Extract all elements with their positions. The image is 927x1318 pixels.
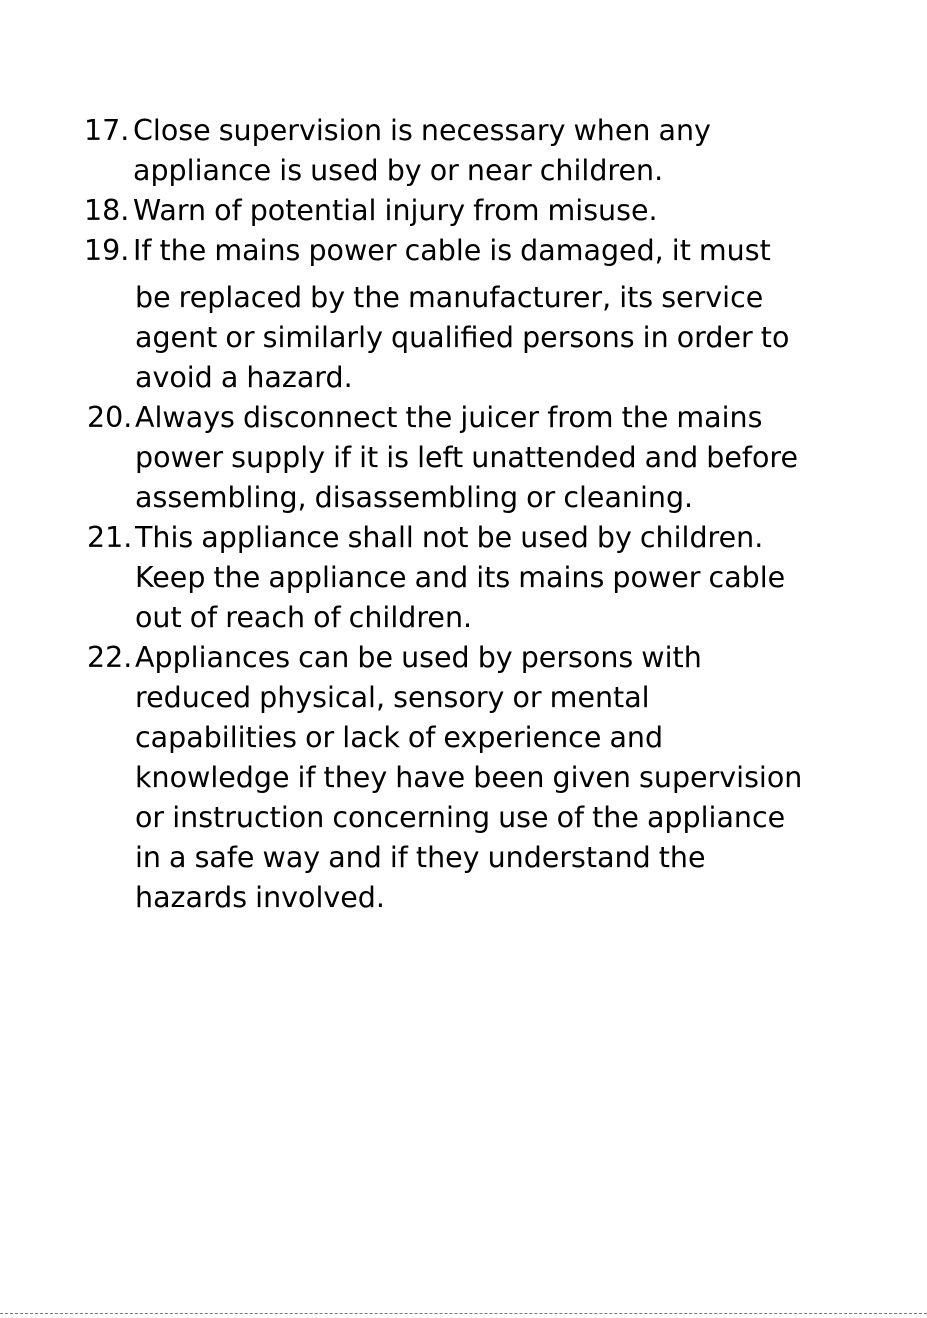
item-text-line: capabilities or lack of experience and: [135, 721, 664, 754]
item-text-line: If the mains power cable is damaged, it must: [133, 234, 771, 267]
item-number: 22.: [87, 641, 133, 674]
item-text-line: Always disconnect the juicer from the mains: [135, 401, 763, 434]
item-text-line: This appliance shall not be used by children.: [135, 521, 764, 554]
item-number: 18.: [84, 194, 130, 227]
item-text-line: reduced physical, sensory or mental: [135, 681, 650, 714]
item-text-line: avoid a hazard.: [135, 361, 353, 394]
item-text-line: out of reach of children.: [135, 601, 473, 634]
item-text-line: be replaced by the manufacturer, its service: [135, 281, 764, 314]
item-text-line: Appliances can be used by persons with: [135, 641, 702, 674]
item-number: 21.: [87, 521, 133, 554]
page-bottom-rule: [0, 1313, 927, 1314]
item-text-line: agent or similarly qualified persons in order to: [135, 321, 790, 354]
item-number: 17.: [84, 114, 130, 147]
item-number: 19.: [84, 234, 130, 267]
item-text-line: power supply if it is left unattended and before: [135, 441, 799, 474]
item-text-line: Keep the appliance and its mains power cable: [135, 561, 786, 594]
item-text-line: Close supervision is necessary when any: [133, 114, 711, 147]
item-text-line: assembling, disassembling or cleaning.: [135, 481, 694, 514]
item-text-line: or instruction concerning use of the appliance: [135, 801, 786, 834]
item-text-line: Warn of potential injury from misuse.: [133, 194, 658, 227]
item-text-line: appliance is used by or near children.: [133, 154, 664, 187]
item-number: 20.: [87, 401, 133, 434]
item-text-line: knowledge if they have been given supervision: [135, 761, 803, 794]
item-text-line: hazards involved.: [135, 881, 385, 914]
item-text-line: in a safe way and if they understand the: [135, 841, 706, 874]
